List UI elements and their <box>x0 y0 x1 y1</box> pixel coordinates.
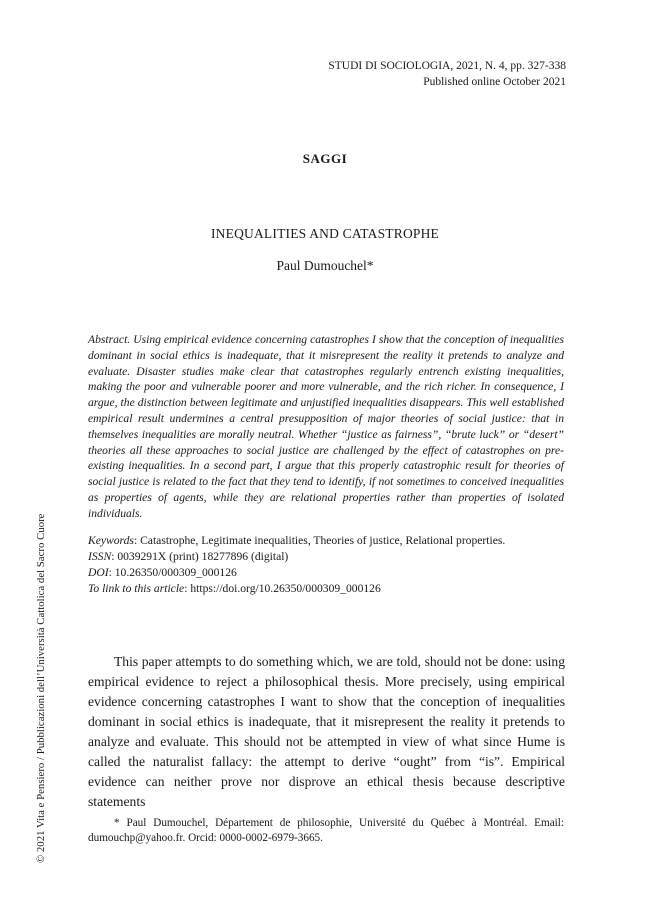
author-name: Paul Dumouchel* <box>276 258 374 273</box>
keywords-line: Keywords: Catastrophe, Legitimate inequalities, Theories of justice, Relational properties. <box>88 534 506 547</box>
doi-line: DOI: 10.26350/000309_000126 <box>88 566 237 579</box>
article-link-label: To link to this article <box>88 582 185 595</box>
section-title: SAGGI <box>302 151 348 166</box>
body-paragraph: This paper attempts to do something which, we are told, should not be done: using empirical evidence to reject a philosophical thesis. More precisely, using empirical evidence concerning catastrophes I want to show that the conception of inequalities dominant in social ethics is inadequate, that it misrepresent the reality it pretends to analyze and evaluate. This should not be attempted in view of what since Hume is called the naturalist fallacy: the attempt to derive “ought” from “is”. Empirical evidence can neither prove nor disprove an ethical thesis because descriptive statements <box>88 654 565 809</box>
doi-label: DOI <box>88 566 109 579</box>
issn-label: ISSN <box>88 550 112 563</box>
doi-value: 10.26350/000309_000126 <box>114 566 237 579</box>
side-copyright: © 2021 Vita e Pensiero / Pubblicazioni dell’Università Cattolica del Sacro Cuore <box>35 513 47 863</box>
author-footnote: * Paul Dumouchel, Département de philosophie, Université du Québec à Montréal. Email: dumouchp@yahoo.fr. Orcid: 0000-0002-6979-3665. <box>88 817 564 844</box>
issn-value: 0039291X (print) 18277896 (digital) <box>117 550 289 563</box>
issn-line: ISSN: 0039291X (print) 18277896 (digital) <box>88 550 289 563</box>
publication-date: Published online October 2021 <box>423 76 566 88</box>
article-link-line: To link to this article: https://doi.org/10.26350/000309_000126 <box>88 582 381 595</box>
journal-header <box>328 58 566 90</box>
keywords-value: Catastrophe, Legitimate inequalities, Theories of justice, Relational properties. <box>140 534 506 547</box>
article-metadata <box>88 533 568 597</box>
article-link[interactable]: https://doi.org/10.26350/000309_000126 <box>190 582 381 595</box>
abstract: Abstract. Using empirical evidence concerning catastrophes I show that the conception of inequalities dominant in social ethics is inadequate, that it misrepresent the reality it pretends to analyze and evaluate. Disaster studies make clear that catastrophes regularly entrench existing inequalities, making the poor and vulnerable poorer and more vulnerable, and the rich richer. In consequence, I argue, the distinction between legitimate and unjustified inequalities disappears. This well established empirical result undermines a central presupposition of major theories of social justice: that in themselves inequalities are morally neutral. Whether “justice as fairness”, “brute luck” or “desert” theories all these approaches to social justice are challenged by the effect of catastrophes on pre-existing inequalities. In a second part, I argue that this properly catastrophic result for theories of social justice is related to the fact that they tend to identify, if not sometimes to conceived inequalities as properties of agents, while they are relational properties rather than properties of isolated individuals. <box>88 333 564 520</box>
journal-citation: STUDI DI SOCIOLOGIA, 2021, N. 4, pp. 327-338 <box>328 60 566 72</box>
keywords-label: Keywords <box>88 534 134 547</box>
article-title: INEQUALITIES AND CATASTROPHE <box>210 226 439 241</box>
